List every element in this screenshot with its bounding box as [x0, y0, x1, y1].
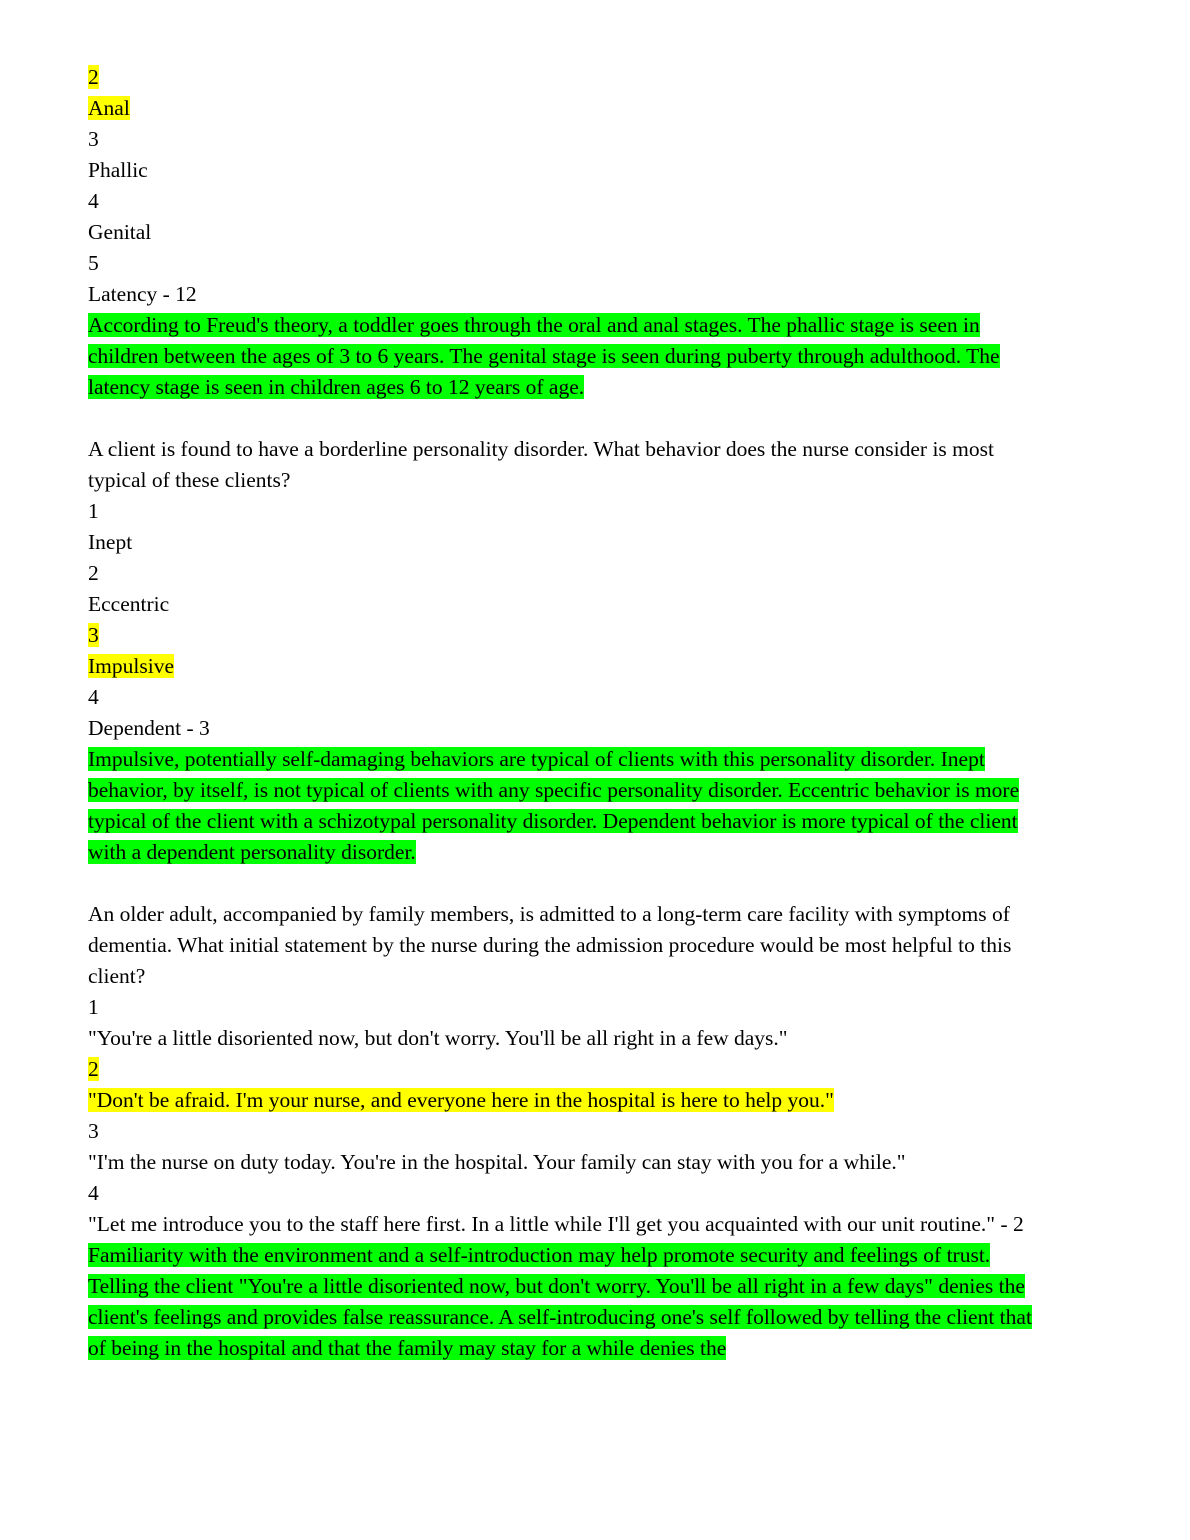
document-line — [88, 527, 1102, 558]
document-line — [88, 93, 1102, 124]
text-run: A client is found to have a borderline personality disorder. What behavior does the nurse consider is most typical of these clients? — [88, 437, 994, 492]
document-line — [88, 1147, 1102, 1178]
document-line — [88, 651, 1102, 682]
text-run: 1 — [88, 499, 99, 523]
text-run: "You're a little disoriented now, but don't worry. You'll be all right in a few days." — [88, 1026, 788, 1050]
text-run: Latency - 12 — [88, 282, 197, 306]
document-line — [88, 279, 1102, 310]
document-paragraph — [88, 744, 1048, 868]
document-line — [88, 186, 1102, 217]
document-line — [88, 62, 1102, 93]
document-line — [88, 713, 1102, 744]
text-run: Eccentric — [88, 592, 170, 616]
text-run: 1 — [88, 995, 99, 1019]
document-line — [88, 992, 1102, 1023]
document-line — [88, 558, 1102, 589]
text-run: Inept — [88, 530, 133, 554]
text-run: "Let me introduce you to the staff here first. In a little while I'll get you acquainted with our unit routine." - 2 — [88, 1212, 1024, 1236]
text-run: Anal — [88, 96, 130, 120]
document-line — [88, 682, 1102, 713]
text-run: According to Freud's theory, a toddler goes through the oral and anal stages. The phallic stage is seen in children between the ages of 3 to 6 years. The genital stage is seen during puberty through adulthood. The latency stage is seen in children ages 6 to 12 years of age. — [88, 313, 1000, 399]
text-run: 4 — [88, 189, 99, 213]
document-line — [88, 124, 1102, 155]
text-run: An older adult, accompanied by family members, is admitted to a long-term care facility with symptoms of dementia. What initial statement by the nurse during the admission procedure would be most helpful to this client? — [88, 902, 1012, 988]
text-run: Impulsive — [88, 654, 174, 678]
text-run: 3 — [88, 127, 99, 151]
text-run: Dependent - 3 — [88, 716, 210, 740]
document-paragraph — [88, 310, 1048, 403]
text-run: 2 — [88, 65, 99, 89]
text-run: Genital — [88, 220, 152, 244]
document-paragraph — [88, 1240, 1048, 1364]
paragraph-spacer — [88, 868, 1102, 899]
document-paragraph — [88, 1209, 1048, 1240]
document-line — [88, 589, 1102, 620]
text-run: Phallic — [88, 158, 148, 182]
document-line — [88, 155, 1102, 186]
document-line — [88, 496, 1102, 527]
text-run: Familiarity with the environment and a self-introduction may help promote security and feelings of trust. Telling the client "You're a little disoriented now, but don't worry. You'll be all right in a few days" denies the client's feelings and provides false reassurance. A self-introducing one's self followed by telling the client that of being in the hospital and that the family may stay for a while denies the — [88, 1243, 1032, 1360]
text-run: "Don't be afraid. I'm your nurse, and everyone here in the hospital is here to help you." — [88, 1088, 834, 1112]
text-run: Impulsive, potentially self-damaging behaviors are typical of clients with this personality disorder. Inept behavior, by itself, is not typical of clients with any specific personality disorder. Eccentric behavior is more typical of the client with a schizotypal personality disorder. Dependent behavior is more typical of the client with a dependent personality disorder. — [88, 747, 1020, 864]
document-line — [88, 620, 1102, 651]
text-run: 5 — [88, 251, 99, 275]
text-run: "I'm the nurse on duty today. You're in the hospital. Your family can stay with you for a while." — [88, 1150, 906, 1174]
paragraph-spacer — [88, 403, 1102, 434]
text-run: 4 — [88, 1181, 99, 1205]
text-run: 3 — [88, 1119, 99, 1143]
text-run: 2 — [88, 1057, 99, 1081]
document-body — [88, 62, 1102, 1364]
document-line — [88, 1023, 1102, 1054]
text-run: 4 — [88, 685, 99, 709]
text-run: 2 — [88, 561, 99, 585]
document-line — [88, 248, 1102, 279]
document-paragraph — [88, 434, 1048, 496]
document-paragraph — [88, 899, 1048, 992]
document-line — [88, 1178, 1102, 1209]
document-line — [88, 1085, 1102, 1116]
document-line — [88, 1116, 1102, 1147]
text-run: 3 — [88, 623, 99, 647]
document-line — [88, 217, 1102, 248]
document-line — [88, 1054, 1102, 1085]
